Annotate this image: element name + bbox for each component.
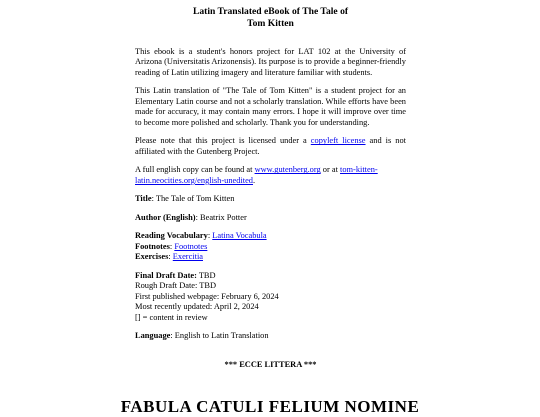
copyleft-license-link[interactable]: copyleft license bbox=[310, 136, 366, 146]
title-field-value: : The Tale of Tom Kitten bbox=[151, 194, 235, 204]
language-field-label: Language bbox=[135, 331, 171, 341]
gutenberg-link[interactable]: www.gutenberg.org bbox=[254, 165, 321, 175]
author-field-value: : Beatrix Potter bbox=[195, 212, 247, 222]
exercises-line bbox=[135, 252, 406, 263]
section-divider: *** ECCE LITTERA *** bbox=[224, 359, 317, 369]
license-paragraph bbox=[135, 136, 406, 157]
page-title-line-2: Tom Kitten bbox=[247, 18, 294, 30]
rough-draft-line: Rough Draft Date: TBD bbox=[135, 281, 217, 291]
final-draft-line bbox=[135, 271, 406, 282]
review-note-line: [] = content in review bbox=[135, 312, 208, 322]
english-copy-text-after: . bbox=[253, 175, 256, 185]
title-field bbox=[135, 194, 406, 205]
english-copy-paragraph bbox=[135, 165, 406, 186]
language-field bbox=[135, 331, 406, 342]
story-heading: FABULA CATULI FELIUM NOMINE bbox=[120, 397, 420, 416]
english-unedited-link[interactable]: tom-kitten-latin.neocities.org/english-unedited bbox=[135, 165, 378, 185]
footnotes-sep: : bbox=[169, 241, 175, 251]
document-body bbox=[135, 6, 406, 370]
reading-vocabulary-label: Reading Vocabulary bbox=[135, 231, 208, 241]
page-title-line-1: Latin Translated eBook of The Tale of bbox=[192, 6, 349, 17]
latina-vocabula-link[interactable]: Latina Vocabula bbox=[212, 231, 267, 241]
title-field-label: Title bbox=[135, 194, 152, 204]
footnotes-link[interactable]: Footnotes bbox=[174, 241, 208, 251]
license-text-after: and is not affiliated with the Gutenberg Project. bbox=[135, 136, 406, 156]
dates-block bbox=[135, 271, 406, 324]
final-draft-value: TBD bbox=[196, 270, 216, 280]
reading-vocabulary-sep: : bbox=[207, 231, 213, 241]
footnotes-label: Footnotes bbox=[135, 241, 170, 251]
author-field-label: Author (English) bbox=[135, 212, 196, 222]
exercises-label: Exercises bbox=[135, 252, 169, 262]
language-field-value: : English to Latin Translation bbox=[170, 331, 269, 341]
footnotes-line bbox=[135, 242, 406, 253]
first-published-line: First published webpage: February 6, 2024 bbox=[135, 291, 279, 301]
final-draft-label: Final Draft Date: bbox=[135, 270, 197, 280]
english-copy-text-middle: or at bbox=[320, 165, 341, 175]
license-text-before: Please note that this project is licensed under a bbox=[135, 136, 311, 146]
intro-paragraph: This ebook is a student's honors project for LAT 102 at the University of Arizona (Universitatis Arizonensis). Its purpose is to provide a beginner-friendly reading of Latin utilizing imagery and literature familiar with students. bbox=[135, 46, 406, 77]
disclaimer-paragraph: This Latin translation of "The Tale of Tom Kitten" is a student project for an Elementary Latin course and not a scholarly translation. While efforts have been made for accuracy, it may contain many errors. I hope it will improve over time to become more polished and scholarly. Thank you for understanding. bbox=[135, 86, 406, 127]
page-title bbox=[135, 6, 406, 31]
reading-vocabulary-line bbox=[135, 231, 406, 242]
english-copy-text-before: A full english copy can be found at bbox=[135, 165, 255, 175]
recently-updated-line: Most recently updated: April 2, 2024 bbox=[135, 302, 259, 312]
resources-block bbox=[135, 231, 406, 263]
exercitia-link[interactable]: Exercitia bbox=[172, 252, 203, 262]
exercises-sep: : bbox=[168, 252, 173, 262]
author-field bbox=[135, 213, 406, 224]
